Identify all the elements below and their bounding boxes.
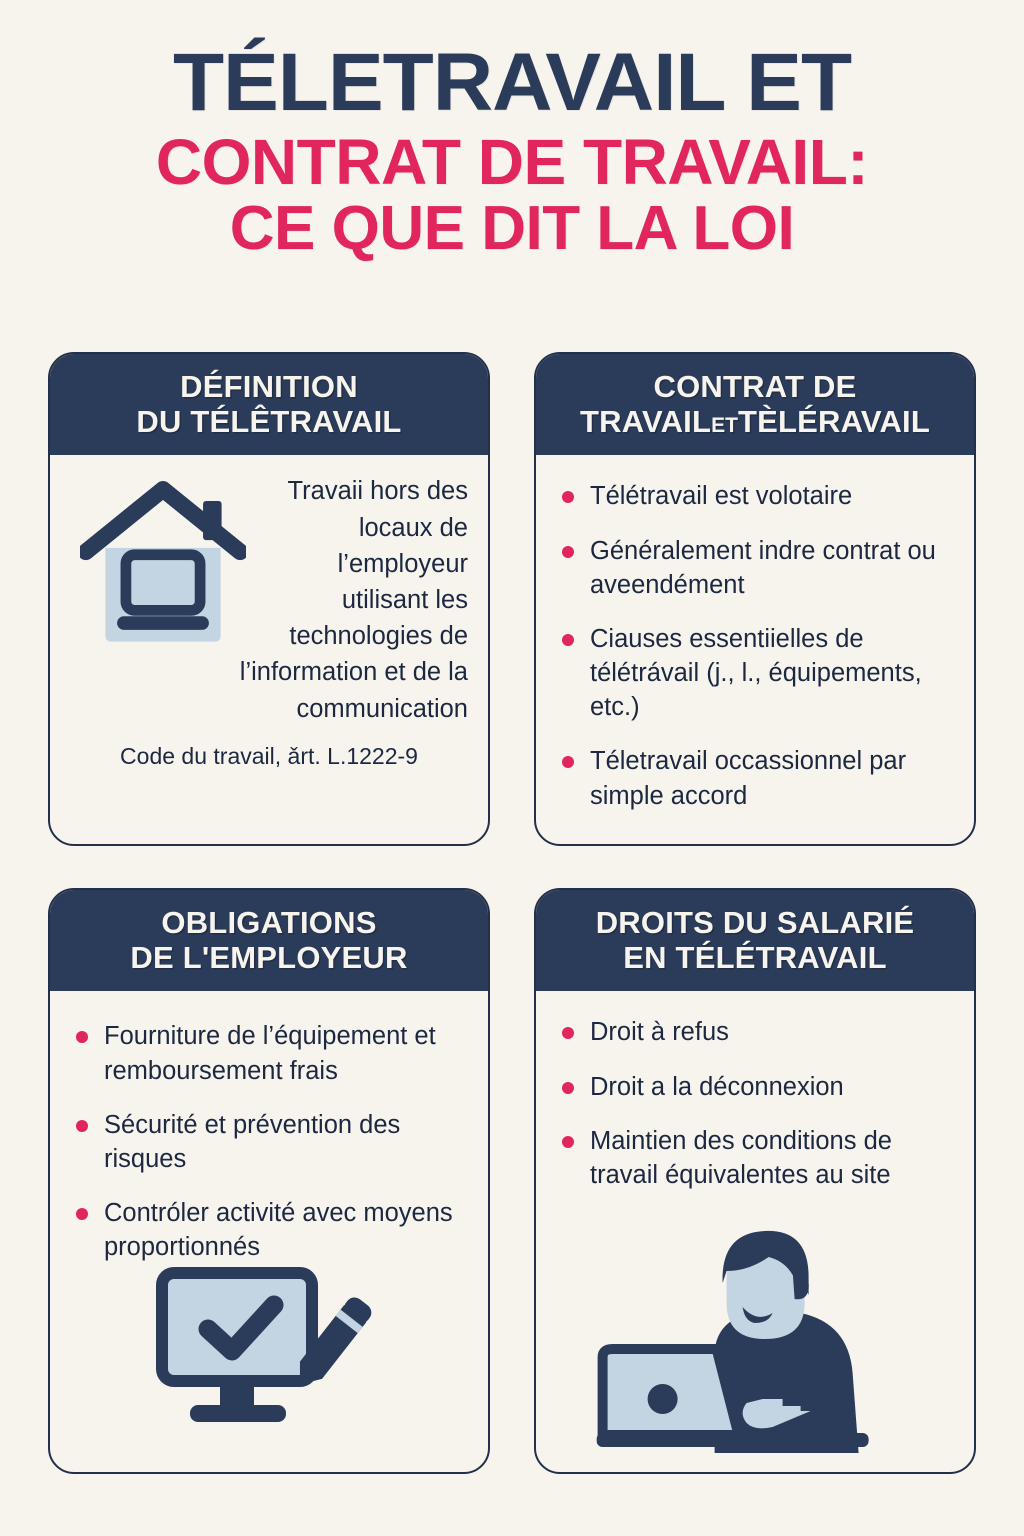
list-item: Contróler activité avec moyens proportionnés (70, 1196, 468, 1264)
card-droits-header (534, 888, 976, 991)
list-item: Ciauses essentiielles de télétrávail (j., l., équipements, etc.) (556, 622, 954, 724)
card-contrat-header-line2 (548, 405, 962, 440)
card-contrat-body (536, 455, 974, 825)
card-droits-body (536, 991, 974, 1453)
card-obligations-body (50, 991, 488, 1453)
card-contrat-header-travail: TRAVAIL (580, 403, 712, 439)
list-item: Maintien des conditions de travail équivalentes au site (556, 1124, 954, 1192)
title-line-1: TÉLETRAVAIL ET (172, 37, 852, 128)
monitor-check-pen-icon (144, 1265, 394, 1445)
card-droits (534, 888, 976, 1474)
list-item: Droit a la déconnexion (556, 1070, 954, 1104)
card-obligations (48, 888, 490, 1474)
card-obligations-header-line2: DE L'EMPLOYEUR (130, 939, 408, 975)
card-obligations-header-line1: OBLIGATIONS (161, 905, 377, 940)
list-item: Sécurité et prévention des risques (70, 1108, 468, 1176)
title-line-2: CONTRAT DE TRAVAIL: (155, 125, 869, 198)
list-item: Télétravail est volotaire (556, 479, 954, 513)
droits-bullet-list (556, 1009, 954, 1192)
card-contrat-header-et: ET (711, 413, 738, 437)
obligations-bullet-list (70, 1009, 468, 1264)
card-definition-header-line1: DÉFINITION (180, 369, 358, 404)
contrat-bullet-list (556, 473, 954, 812)
card-obligations-header (48, 888, 490, 991)
list-item: Fourniture de l’équipement et remboursement frais (70, 1019, 468, 1087)
card-definition-body (50, 455, 488, 825)
card-contrat-header-teleravail: TÈLÉRAVAIL (737, 403, 930, 439)
card-definition (48, 352, 490, 846)
list-item: Généralement indre contrat ou aveendément (556, 534, 954, 602)
card-droits-header-line2: EN TÉLÉTRAVAIL (623, 939, 887, 975)
card-definition-header-line2: DU TÉLÊTRAVAIL (136, 403, 402, 439)
card-droits-header-line1: DROITS DU SALARIÉ (595, 905, 915, 940)
list-item: Téletravail occassionnel par simple accord (556, 744, 954, 812)
title-line-3: CE QUE DIT LA LOI (229, 193, 795, 263)
list-item: Droit à refus (556, 1015, 954, 1049)
card-contrat-header-line1: CONTRAT DE (653, 369, 857, 404)
house-laptop-icon (80, 477, 246, 652)
person-laptop-icon (597, 1227, 927, 1453)
card-contrat (534, 352, 976, 846)
card-definition-header (48, 352, 490, 455)
definition-text: Travaii hors des locaux de l’employeur utilisant les technologies de l’information et de la communication (239, 477, 468, 723)
page-title (0, 37, 1024, 263)
card-contrat-header (534, 352, 976, 455)
definition-citation: Code du travail, ǎrt. L.1222-9 (120, 742, 418, 769)
